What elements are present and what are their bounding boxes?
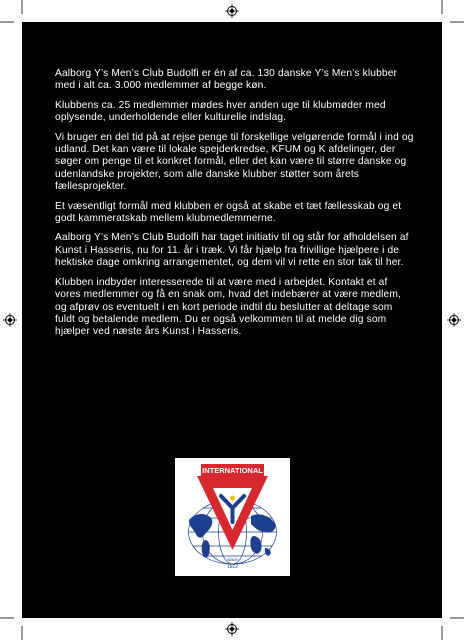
registration-mark-left-icon <box>3 313 17 327</box>
registration-mark-right-icon <box>447 313 461 327</box>
paragraph-invitation: Klubben indbyder interesserede til at være med i arbejdet. Kontakt et af vores medlemmer og få en snak om, hvad det indebærer at være medlem, og afprøv os eventuelt i en kort periode indtil du beslutter at deltage som fuldt og betalende medlem. Du er også velkommen til at melde dig som hjælper ved næste års Kunst i Hasseris. <box>55 276 401 338</box>
paragraph-meetings: Klubbens ca. 25 medlemmer mødes hver anden uge til klubmøder med oplysende, underholdende eller kulturelle indslag. <box>55 99 386 124</box>
registration-mark-top-icon <box>225 4 239 18</box>
paragraph-fellowship: Et væsentligt formål med klubben er også at skabe et tæt fællesskab og et godt kammeratskab mellem klubmedlemmerne. <box>55 200 402 225</box>
ys-men-international-logo <box>175 458 290 576</box>
logo-year-text: 1922 <box>226 564 239 570</box>
paragraph-intro: Aalborg Y’s Men’s Club Budolfi er én af ca. 130 danske Y’s Men’s klubber med i alt ca. 3.000 medlemmer af begge køn. <box>55 68 398 92</box>
logo-banner-text: INTERNATIONAL <box>202 466 263 475</box>
paragraph-fundraising: Vi bruger en del tid på at rejse penge til forskellige velgørende formål i ind og udland. Det kan være til lokale spejderkredse, KFUM og K afdelinger, der søger om penge til et konkret formål, eller det kan være til større danske og udenlandske projekter, som alle danske klubber støtter som årets fællesprojekter. <box>55 131 414 193</box>
body-text <box>55 68 415 346</box>
logo-since-text: since <box>227 557 238 562</box>
registration-mark-bottom-icon <box>225 622 239 636</box>
paragraph-kunst-i-hasseris: Aalborg Y’s Men’s Club Budolfi har taget initiativ til og står for afholdelsen af Kunst i Hasseris, nu for 11. år i træk. Vi får hjælp fra frivillige hjælpere i de hektiske dage omkring arrangementet, og dem vil vi rette en stor tak til her. <box>55 232 409 269</box>
